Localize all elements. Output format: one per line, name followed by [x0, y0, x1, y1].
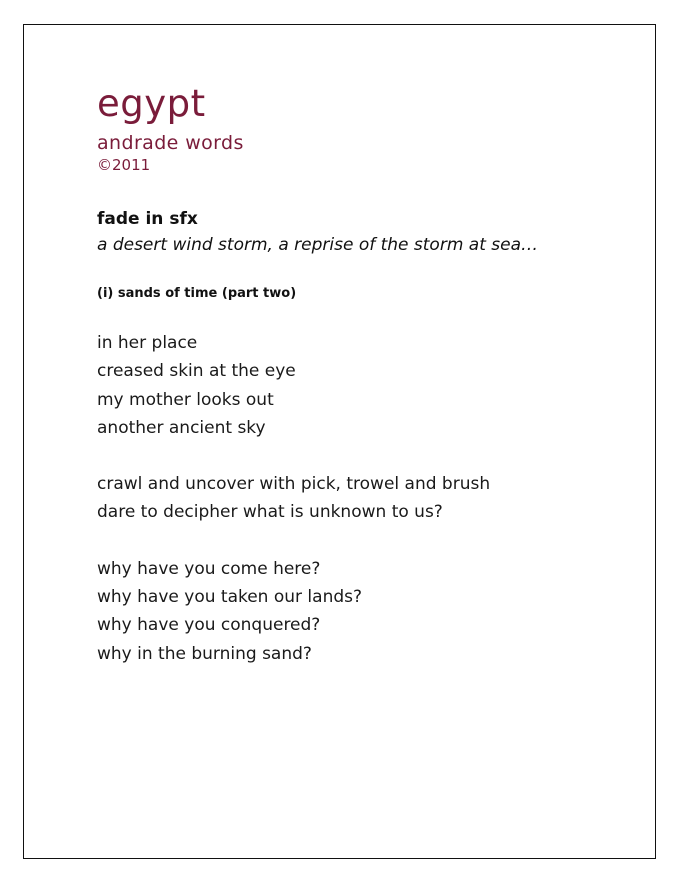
author-name: andrade words — [97, 132, 244, 154]
document-title: egypt — [97, 82, 206, 125]
stanza — [97, 329, 617, 442]
poem-line: why have you taken our lands? — [97, 587, 363, 608]
poem-line: in her place — [97, 333, 198, 353]
poem-line: another ancient sky — [97, 417, 266, 438]
copyright-notice: ©2011 — [97, 156, 151, 174]
document-content — [97, 81, 617, 696]
stanza — [97, 555, 617, 668]
poem-line: why have you conquered? — [97, 615, 321, 636]
poem-line: why have you come here? — [97, 558, 321, 579]
poem-line: my mother looks out — [97, 389, 274, 410]
document-page — [23, 24, 656, 859]
poem-body — [97, 329, 617, 668]
poem-line: why in the burning sand? — [97, 643, 312, 664]
sfx-heading: fade in sfx — [97, 209, 198, 229]
poem-line: dare to decipher what is unknown to us? — [97, 502, 443, 523]
poem-line: creased skin at the eye — [97, 361, 296, 382]
section-title: (i) sands of time (part two) — [97, 286, 297, 301]
poem-line: crawl and uncover with pick, trowel and brush — [97, 474, 491, 495]
sfx-description: a desert wind storm, a reprise of the storm at sea… — [97, 235, 539, 255]
stanza — [97, 470, 617, 527]
